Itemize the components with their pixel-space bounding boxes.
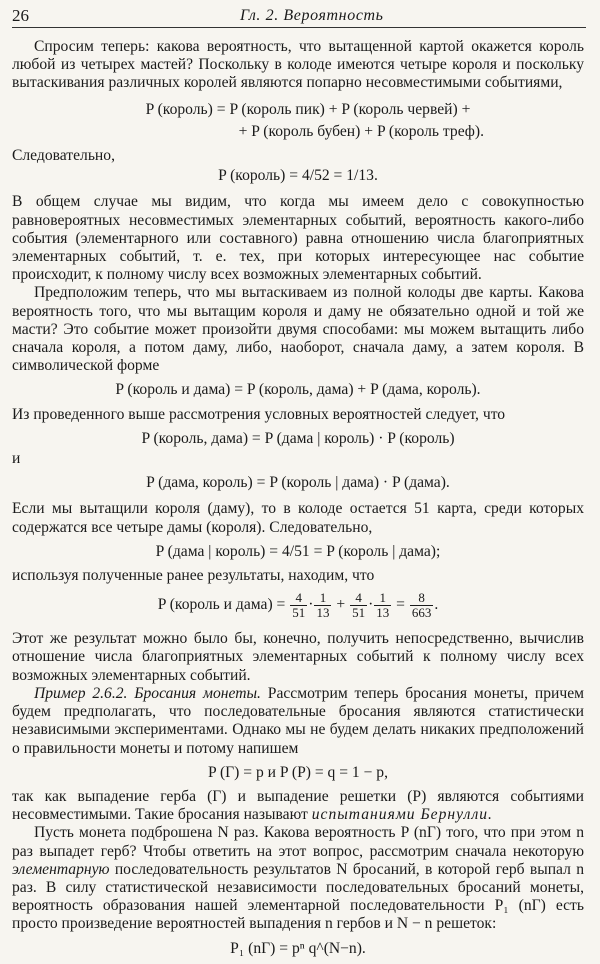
paragraph: Если мы вытащили короля (даму), то в колоде остается 51 карта, среди которых содержатся все четыре дамы (короля). Следовательно, xyxy=(12,500,584,536)
page-body xyxy=(12,38,584,964)
paragraph: Следовательно, xyxy=(12,147,115,165)
equation-lhs: P (король и дама) = xyxy=(157,596,286,614)
fraction: $\frac{1}{13}$ xyxy=(376,590,390,621)
equation: + P (король бубен) + P (король треф). xyxy=(238,122,484,140)
equation: P (король) = 4/52 = 1/13. xyxy=(218,167,378,185)
running-header xyxy=(12,5,586,28)
emphasis-term: элементарную xyxy=(12,860,110,878)
connector-word: и xyxy=(12,450,21,468)
equation: P (Г) = p и P (Р) = q = 1 − p, xyxy=(207,763,389,781)
example-paragraph: Пример 2.6.2. Бросания монеты. Рассмотрим теперь бросания монеты, причем будем предполагать, что последовательные бросания являются статистически независимыми экспериментами. Однако мы не будем делать никаких предположений о правильности монеты и потому напишем xyxy=(12,684,584,757)
paragraph: Предположим теперь, что мы вытаскиваем из полной колоды две карты. Какова вероятность того, что мы вытащим короля и даму не обязательно одной и той же масти? Это событие может произойти двумя способами: мы можем вытащить либо сначала короля, а потом даму, либо, наоборот, сначала даму, а затем короля. В символической форме xyxy=(12,284,584,375)
equation: P (дама, король) = P (король | дама) · P (дама). xyxy=(146,474,450,492)
chapter-title: Гл. 2. Вероятность xyxy=(240,7,384,24)
paragraph: Пусть монета подброшена N раз. Какова вероятность P (nГ) того, что при этом n раз выпадет герб? Чтобы ответить на этот вопрос, рассмотрим сначала некоторую элементарную последовательность результатов N бросаний, в которой герб выпал n раз. В силу статистической независимости последовательных бросаний монеты, вероятность образования нашей элементарной последовательности P₁ (nГ) есть просто произведение вероятностей выпадения n гербов и N − n решеток: xyxy=(12,824,584,933)
emphasis-term: испытаниями Бернулли. xyxy=(311,806,493,824)
paragraph: Из проведенного выше рассмотрения условных вероятностей следует, что xyxy=(12,405,506,423)
equation: P (король, дама) = P (дама | король) · P (король) xyxy=(141,429,455,447)
fraction-equation: P (король и дама) = $\frac{4}{51}$ · $\frac{1}{13}$ + $\frac{4}{51}$ · $\frac{1}{13}$ = $\frac{8}{663}$ . xyxy=(157,590,439,621)
fraction: $\frac{4}{51}$ xyxy=(292,590,306,621)
paragraph: Этот же результат можно было бы, конечно, получить непосредственно, вычислив отношение числа благоприятных элементарных событий к полному числу всех возможных элементарных событий. xyxy=(12,630,584,684)
equation: P (король и дама) = P (король, дама) + P (дама, король). xyxy=(115,381,481,399)
fraction: $\frac{4}{51}$ xyxy=(352,590,366,621)
paragraph: В общем случае мы видим, что когда мы имеем дело с совокупностью равновероятных несовместимых элементарных событий, вероятность какого-либо события (элементарного или составного) равна отношению числа благоприятных элементарных событий, т. е. тех, при которых интересующее нас событие происходит, к полному числу всех возможных элементарных событий. xyxy=(12,193,584,284)
fraction: $\frac{1}{13}$ xyxy=(316,590,330,621)
equation: P₁ (nГ) = pⁿ q^(N−n). xyxy=(230,939,366,957)
example-title: Пример 2.6.2. Бросания монеты. xyxy=(34,684,261,702)
paragraph: так как выпадение герба (Г) и выпадение решетки (Р) являются событиями несовместимыми. Такие бросания называют испытаниями Бернулли. xyxy=(12,787,584,824)
equation: P (король) = P (король пик) + P (король червей) + xyxy=(145,100,471,118)
fraction: $\frac{8}{663}$ xyxy=(411,590,432,621)
equation: P (дама | король) = 4/51 = P (король | дама); xyxy=(155,542,441,560)
page-number: 26 xyxy=(12,6,29,25)
paragraph: используя полученные ранее результаты, находим, что xyxy=(12,567,375,585)
paragraph: Спросим теперь: какова вероятность, что вытащенной картой окажется король любой из четырех мастей? Поскольку в колоде имеются четыре короля и поскольку вытаскивания различных королей являются попарно несовместимыми событиями, xyxy=(12,38,584,92)
